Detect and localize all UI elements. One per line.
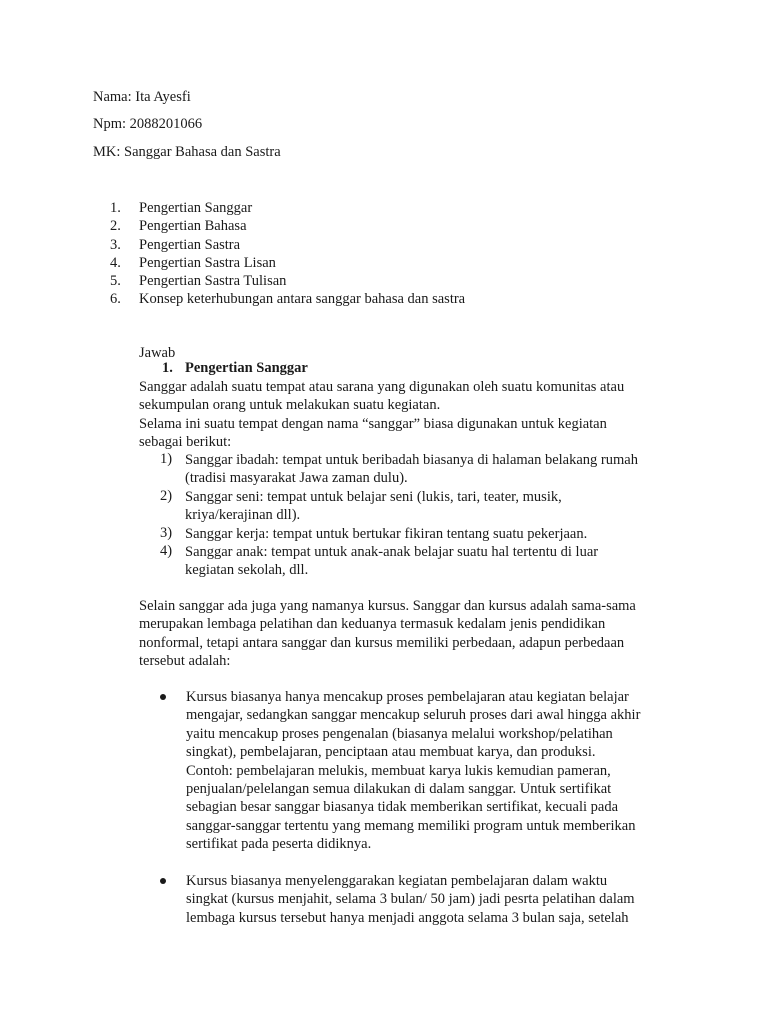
- list-item: 1) Sanggar ibadah: tempat untuk beribadah biasanya di halaman belakang rumah (tradisi masyarakat Jawa zaman dulu).: [160, 451, 638, 487]
- bullet-item: Kursus biasanya menyelenggarakan kegiatan pembelajaran dalam waktu singkat (kursus menjahit, selama 3 bulan/ 50 jam) jadi pesrta pelatihan dalam lembaga kursus tersebut hanya menjadi anggota selama 3 bulan saja, setelah: [186, 873, 635, 926]
- student-name: Nama: Ita Ayesfi: [93, 89, 191, 105]
- answer-label: Jawab: [139, 345, 176, 361]
- list-item: 4) Sanggar anak: tempat untuk anak-anak belajar suatu hal tertentu di luar kegiatan sekolah, dll.: [160, 543, 599, 579]
- question-item: 3. Pengertian Sastra: [110, 236, 241, 253]
- question-item: 6. Konsep keterhubungan antara sanggar bahasa dan sastra: [110, 291, 466, 308]
- list-item: 3) Sanggar kerja: tempat untuk bertukar fikiran tentang suatu pekerjaan.: [160, 524, 588, 542]
- question-item: 1. Pengertian Sanggar: [110, 200, 253, 216]
- question-list: [110, 199, 465, 309]
- question-item: 5. Pengertian Sastra Tulisan: [110, 273, 287, 290]
- bullet-item: Kursus biasanya hanya mencakup proses pembelajaran atau kegiatan belajar mengajar, sedangkan sanggar mencakup seluruh proses dari awal hingga akhir yaitu mencakup proses pengenalan (biasanya melalui workshop/pelatihan singkat), pembelajaran, penciptaan atau membuat karya, dan produksi. Contoh: pembelajaran melukis, membuat karya lukis kemudian pameran, penjualan/pelelangan semua dilakukan di dalam sanggar. Untuk sertifikat sebagian besar sanggar biasanya tidak memberikan sertifikat, kecuali pada sanggar-sanggar tertentu yang memang memiliki program untuk memberikan sertifikat pada peserta didiknya.: [186, 689, 641, 853]
- list-item: 2) Sanggar seni: tempat untuk belajar seni (lukis, tari, teater, musik, kriya/kerajinan dll).: [160, 487, 562, 524]
- comparison-paragraph: Selain sanggar ada juga yang namanya kursus. Sanggar dan kursus adalah sama-sama merupakan lembaga pelatihan dan keduanya termasuk kedalam jenis pendidikan nonformal, tetapi antara sanggar dan kursus memiliki perbedaan, adapun perbedaan tersebut adalah:: [139, 598, 636, 670]
- course-name: MK: Sanggar Bahasa dan Sastra: [93, 144, 281, 160]
- student-npm: Npm: 2088201066: [93, 116, 203, 132]
- question-item: 4. Pengertian Sastra Lisan: [110, 254, 276, 271]
- definition-paragraph: Sanggar adalah suatu tempat atau sarana yang digunakan oleh suatu komunitas atau sekumpulan orang untuk melakukan suatu kegiatan. Selama ini suatu tempat dengan nama “sanggar” biasa digunakan untuk kegiatan sebagai berikut:: [139, 379, 625, 451]
- bullet-icon: [160, 878, 166, 884]
- bullet-icon: [160, 694, 166, 700]
- sanggar-types-list: [160, 451, 680, 580]
- question-item: 2. Pengertian Bahasa: [110, 218, 247, 235]
- section-heading: 1. Pengertian Sanggar: [162, 360, 308, 376]
